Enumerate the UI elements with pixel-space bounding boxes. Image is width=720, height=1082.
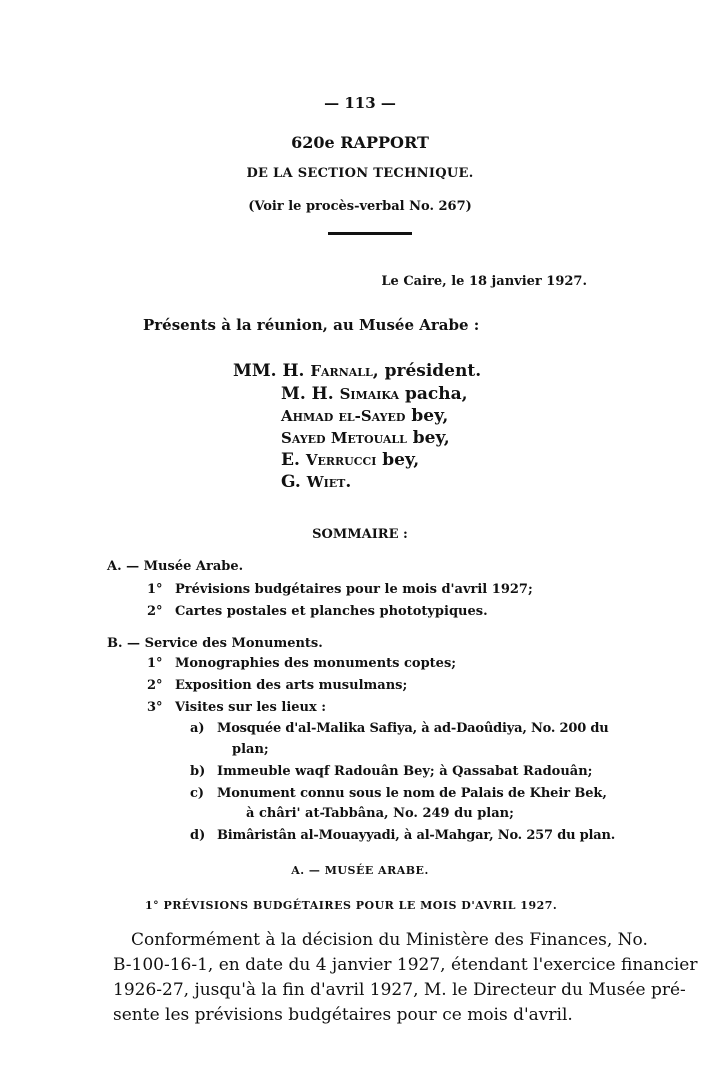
summary-item (147, 656, 617, 671)
visit-text: Immeuble waqf Radouân Bey; à Qassabat Radouân; (217, 764, 593, 779)
member-title: pacha, (399, 384, 468, 404)
visit-text: Mosquée d'al-Malika Safiya, à ad-Daoûdiya, No. 200 du (217, 721, 609, 736)
member-line (233, 361, 481, 381)
report-subtitle: DE LA SECTION TECHNIQUE. (246, 166, 474, 181)
subsection-heading: 1° PRÉVISIONS BUDGÉTAIRES POUR LE MOIS D'AVRIL 1927. (145, 899, 558, 912)
visit-letter: b) (190, 764, 206, 779)
item-number: 2° (147, 604, 163, 619)
paragraph-line: 1926-27, jusqu'à la fin d'avril 1927, M. le Directeur du Musée pré- (113, 980, 686, 1000)
member-initials: E. (281, 450, 300, 470)
member-name: Ahmad el-Sayed (281, 407, 406, 425)
report-reference: (Voir le procès-verbal No. 267) (248, 199, 472, 214)
member-title: . (345, 472, 352, 492)
page-number: — 113 — (324, 94, 396, 112)
title-divider (328, 232, 412, 235)
member-initials: M. H. (281, 384, 334, 404)
member-line (281, 472, 351, 492)
attendance-intro: Présents à la réunion, au Musée Arabe : (143, 316, 480, 334)
visit-text-continued: plan; (232, 742, 269, 757)
member-initials: G. (281, 472, 301, 492)
item-number: 3° (147, 700, 163, 715)
visit-letter: c) (190, 786, 205, 801)
item-text: Monographies des monuments coptes; (175, 656, 457, 671)
item-text: Cartes postales et planches phototypiques. (175, 604, 488, 619)
member-name: Verrucci (305, 451, 377, 469)
visit-letter: d) (190, 828, 206, 843)
summary-item (147, 700, 617, 715)
paragraph-line: Conformément à la décision du Ministère des Finances, No. (131, 930, 648, 950)
date-line: Le Caire, le 18 janvier 1927. (381, 274, 587, 289)
visit-text: Monument connu sous le nom de Palais de Kheir Bek, (217, 786, 607, 801)
member-title: bey, (376, 450, 420, 470)
summary-section-a-label: A. — Musée Arabe. (107, 559, 244, 574)
member-name: Farnall (310, 362, 373, 380)
member-title: , président. (372, 361, 482, 381)
section-heading: A. — MUSÉE ARABE. (291, 864, 429, 877)
summary-item (147, 582, 617, 597)
summary-section-b-label: B. — Service des Monuments. (107, 636, 323, 651)
member-line (281, 428, 450, 448)
report-title: 620e RAPPORT (291, 133, 429, 152)
item-number: 2° (147, 678, 163, 693)
item-text: Prévisions budgétaires pour le mois d'avril 1927; (175, 582, 533, 597)
member-name: Wiet (306, 473, 346, 491)
member-initials: MM. H. (233, 361, 305, 381)
member-line (281, 450, 419, 470)
member-name: Sayed Metouall (281, 429, 407, 447)
visit-text: Bimâristân al-Mouayyadi, à al-Mahgar, No. 257 du plan. (217, 828, 616, 843)
member-name: Simaika (339, 385, 400, 403)
item-text: Exposition des arts musulmans; (175, 678, 408, 693)
member-line (281, 406, 448, 426)
member-title: bey, (405, 406, 449, 426)
paragraph-line: sente les prévisions budgétaires pour ce mois d'avril. (113, 1005, 573, 1025)
paragraph-line: B-100-16-1, en date du 4 janvier 1927, étendant l'exercice financier (113, 955, 698, 975)
summary-item (147, 604, 617, 619)
visit-text-continued: à châri' at-Tabbâna, No. 249 du plan; (246, 806, 514, 821)
member-line (281, 384, 468, 404)
summary-heading: SOMMAIRE : (312, 527, 408, 542)
item-number: 1° (147, 656, 163, 671)
item-text: Visites sur les lieux : (175, 700, 327, 715)
item-number: 1° (147, 582, 163, 597)
summary-item (147, 678, 617, 693)
visit-letter: a) (190, 721, 205, 736)
member-title: bey, (406, 428, 450, 448)
